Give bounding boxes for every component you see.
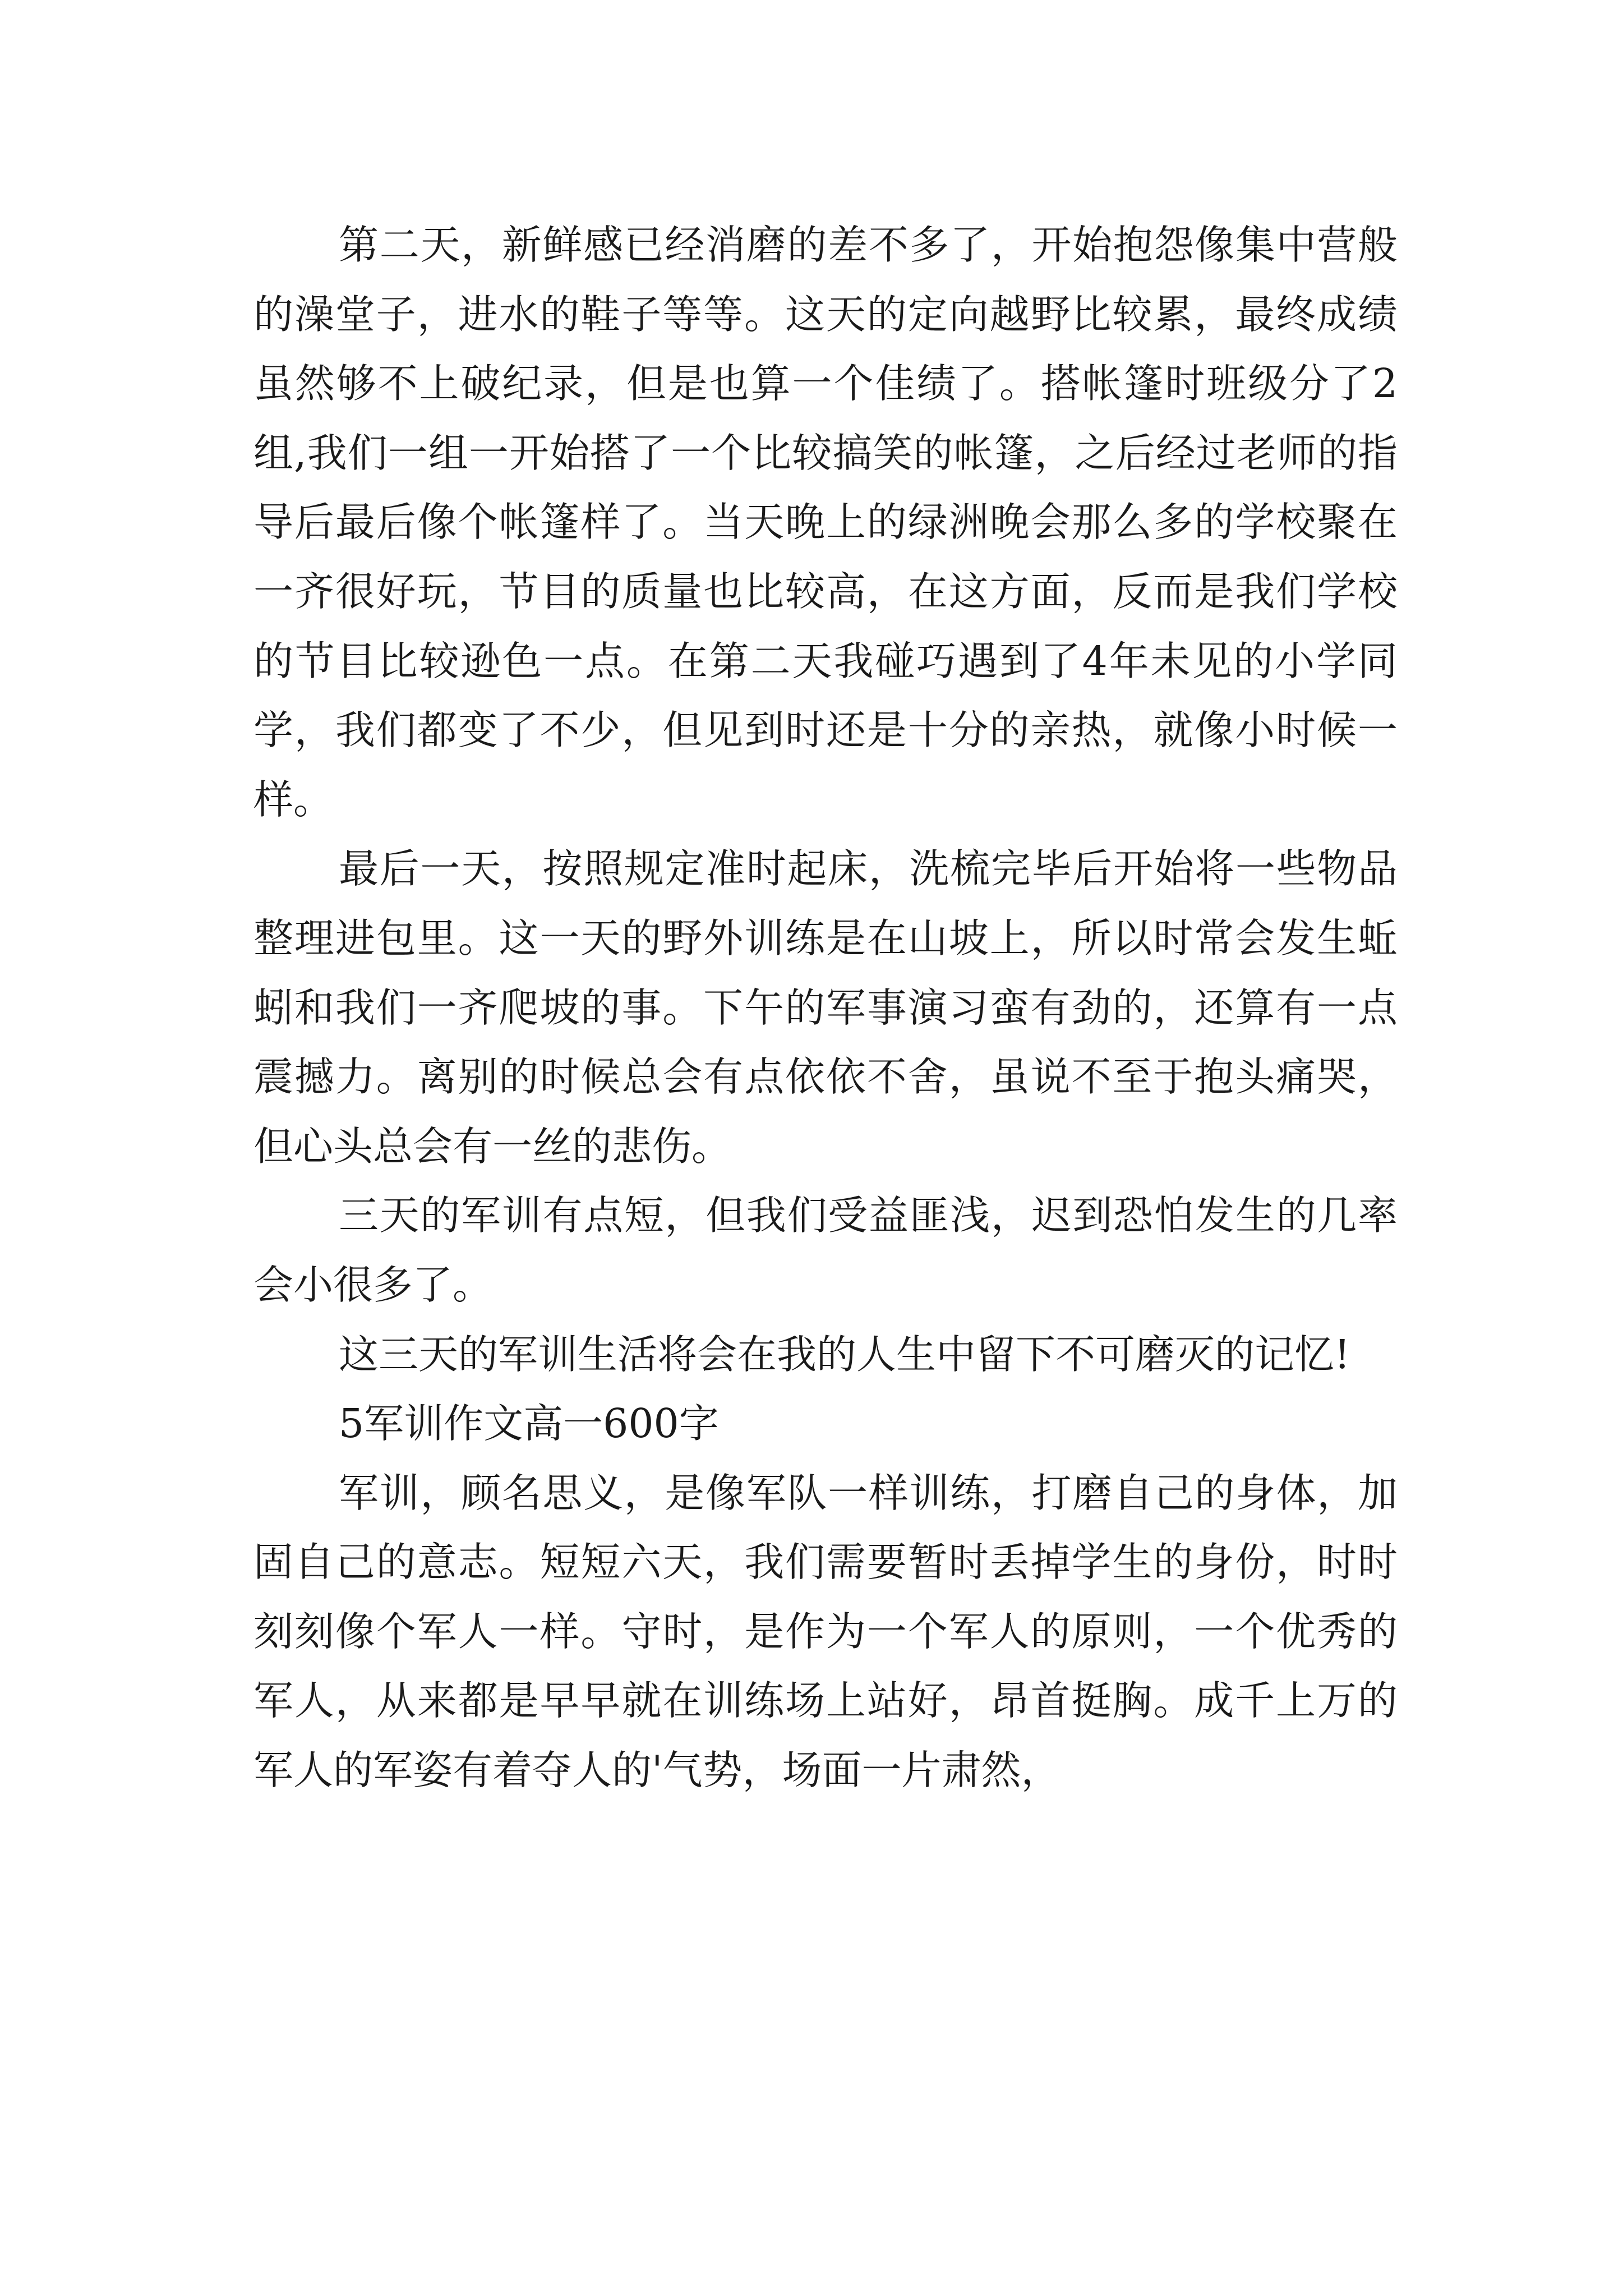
paragraph-day-two: 第二天，新鲜感已经消磨的差不多了，开始抱怨像集中营般的澡堂子，进水的鞋子等等。这天的定向越野比较累，最终成绩虽然够不上破纪录，但是也算一个佳绩了。搭帐篷时班级分了2组,我们一组一开始搭了一个比较搞笑的帐篷，之后经过老师的指导后最后像个帐篷样了。当天晚上的绿洲晚会那么多的学校聚在一齐很好玩，节目的质量也比较高，在这方面，反而是我们学校的节目比较逊色一点。在第二天我碰巧遇到了4年未见的小学同学，我们都变了不少，但见到时还是十分的亲热，就像小时候一样。 [253, 222, 1398, 823]
section-heading: 5军训作文高一600字 [339, 1400, 719, 1447]
paragraph-memory: 这三天的军训生活将会在我的人生中留下不可磨灭的记忆! [339, 1331, 1350, 1378]
paragraph-last-day: 最后一天，按照规定准时起床，洗梳完毕后开始将一些物品整理进包里。这一天的野外训练是在山坡上，所以时常会发生蚯蚓和我们一齐爬坡的事。下午的军事演习蛮有劲的，还算有一点震撼力。离别的时候总会有点依依不舍，虽说不至于抱头痛哭，但心头总会有一丝的悲伤。 [253, 845, 1398, 1170]
paragraph-military-training-intro: 军训，顾名思义，是像军队一样训练，打磨自己的身体，加固自己的意志。短短六天，我们需要暂时丢掉学生的身份，时时刻刻像个军人一样。守时，是作为一个军人的原则，一个优秀的军人，从来都是早早就在训练场上站好，昂首挺胸。成千上万的军人的军姿有着夺人的'气势，场面一片肃然， [253, 1469, 1398, 1794]
paragraph-short-training: 三天的军训有点短，但我们受益匪浅，迟到恐怕发生的几率会小很多了。 [253, 1192, 1398, 1308]
document-body [253, 210, 1398, 1805]
